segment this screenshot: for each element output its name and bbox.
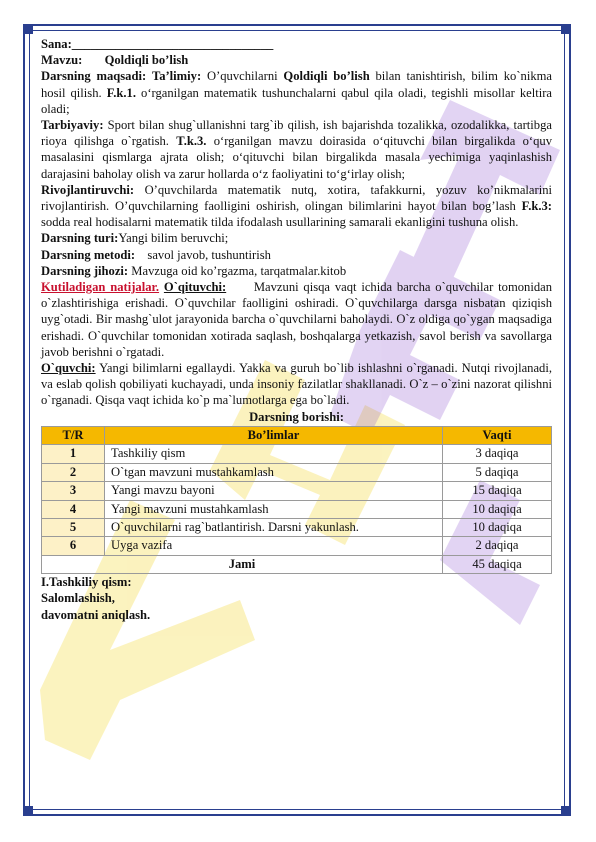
upbringing-text-1: Sport bilan shug`ullanishni targ`ib qilish, ish bajarishda tozalikka, ozodalikka, tartibga rioya qilishga o`rgatish.: [41, 118, 552, 149]
lesson-method-label: Darsning metodi:: [41, 247, 136, 262]
row-number: 4: [42, 500, 105, 518]
row-time: 2 daqiqa: [443, 537, 552, 555]
competence-tk3: T.k.3.: [176, 134, 207, 149]
row-section: Uyga vazifa: [105, 537, 443, 555]
lesson-equipment-label: Darsning jihozi:: [41, 263, 129, 278]
student-label: O`quvchi:: [41, 361, 96, 376]
educational-label: Ta’limiy:: [151, 69, 202, 84]
frame-corner: [561, 24, 571, 34]
table-row: [42, 518, 552, 536]
greeting-line: Salomlashish,: [41, 591, 115, 606]
teacher-results-text: Mavzuni qisqa vaqt ichida barcha o`quvchilar tomonidan o`zlashtirishiga erishadi. O`quvchilar faolligini oshiradi. O`quvchilarga darsga nisbatan qiziqish uyg`otadi. Bir mashg`ulot jarayonida barcha o`quvchilarni baholaydi. O`z oldiga qo`ygan maqsadiga erishadi. O`quvchilar tomonidan xotirada saqlash, boshqalarga yetkazish, savol berish va savollarga javob berishni o`rgatadi.: [41, 280, 553, 359]
lesson-equipment-line: [41, 263, 552, 279]
organizational-heading: I.Tashkiliy qism:: [41, 575, 132, 590]
row-section: Tashkiliy qism: [105, 445, 443, 463]
row-number: 3: [42, 482, 105, 500]
competence-fk1: F.k.1.: [106, 85, 136, 100]
row-section: Yangi mavzu bayoni: [105, 482, 443, 500]
table-row: [42, 537, 552, 555]
topic-line: [41, 52, 552, 68]
row-section: O`quvchilarni rag`batlantirish. Darsni yakunlash.: [105, 518, 443, 536]
frame-corner: [23, 24, 33, 34]
results-teacher: [41, 279, 552, 360]
upbringing-label: Tarbiyaviy:: [41, 118, 104, 133]
developmental-text-1: O’quvchilarda matematik nutq, xotira, tafakkurni, yozuv ko’nikmalarini rivojlantirish. O’quvchilarning faolligini oshirish, olingan bilimlarini hayot bilan bog’lash: [41, 182, 552, 214]
educational-text-3: o‘rganilgan matematik tushunchalarni qabul qila oladi, tegishli misollar keltira oladi;: [41, 85, 553, 116]
row-time: 15 daqiqa: [443, 482, 552, 500]
row-number: 6: [42, 537, 105, 555]
date-blank: ________________________________: [71, 37, 274, 51]
educational-text-2: bilan tanishtirish, bilim ko`nikma hosil qilish.: [41, 69, 553, 100]
row-section: O`tgan mavzuni mustahkamlash: [105, 463, 443, 481]
row-time: 10 daqiqa: [443, 500, 552, 518]
competence-fk3: F.k.3:: [521, 199, 552, 214]
lesson-plan-content: [41, 36, 552, 623]
upbringing-text-2: o‘rganilgan mavzu doirasida o‘qituvchi bilan birgalikda o‘quv masalasini qismlarga ajrata olish; o‘qituvchi bilan birgalikda masala yechimiga yaqinlashish darajasini baholay olish va zarur hollarda o‘z faoliyatini to‘g‘irlay olish;: [41, 134, 552, 181]
lesson-flow-title: Darsning borishi:: [249, 409, 344, 424]
total-label: Jami: [42, 555, 443, 573]
goal-developmental: [41, 182, 552, 231]
table-header-row: [42, 426, 552, 444]
table-row: [42, 445, 552, 463]
student-results-text: Yangi bilimlarni egallaydi. Yakka va guruh bo`lib ishlashni o`rganadi. Nutqi rivojlanadi, va eslab qolish qobiliyati kuchayadi, unda insoniy fazilatlar shakllanadi. O`z – o`zini nazorat qilishni o`rganadi. Qisqa vaqt ichida ko`p ma`lumotlarga ega bo`ladi.: [41, 361, 552, 408]
row-time: 5 daqiqa: [443, 463, 552, 481]
goal-label: Darsning maqsadi:: [41, 69, 147, 84]
table-row: [42, 482, 552, 500]
lesson-method-line: [41, 247, 552, 263]
row-number: 1: [42, 445, 105, 463]
developmental-label: Rivojlantiruvchi:: [41, 182, 135, 197]
goal-educational: [41, 68, 552, 117]
header-number: T/R: [42, 426, 105, 444]
table-row: [42, 500, 552, 518]
lesson-type-label: Darsning turi:: [41, 231, 119, 246]
organizational-section: [41, 574, 552, 623]
lesson-type-value: Yangi bilim beruvchi;: [118, 231, 229, 246]
results-heading: Kutiladigan natijalar.: [41, 280, 160, 295]
goal-upbringing: [41, 117, 552, 182]
lesson-flow-table: [41, 426, 552, 574]
lesson-equipment-value: Mavzuga oid ko’rgazma, tarqatmalar.kitob: [131, 263, 347, 278]
row-time: 3 daqiqa: [443, 445, 552, 463]
row-section: Yangi mavzuni mustahkamlash: [105, 500, 443, 518]
educational-text-1: O’quvchilarni: [206, 69, 278, 84]
topic-label: Mavzu:: [41, 53, 83, 68]
lesson-type-line: [41, 230, 552, 246]
header-sections: Bo’limlar: [105, 426, 443, 444]
lesson-method-value: savol javob, tushuntirish: [147, 247, 271, 262]
teacher-label: O`qituvchi:: [163, 280, 227, 295]
date-label: Sana:: [41, 37, 72, 51]
results-student: [41, 360, 552, 409]
row-number: 5: [42, 518, 105, 536]
educational-topic: Qoldiqli bo’lish: [283, 69, 370, 84]
table-row: [42, 463, 552, 481]
frame-corner: [561, 806, 571, 816]
table-total-row: [42, 555, 552, 573]
row-time: 10 daqiqa: [443, 518, 552, 536]
total-time: 45 daqiqa: [443, 555, 552, 573]
frame-corner: [23, 806, 33, 816]
topic-value: Qoldiqli bo’lish: [104, 53, 189, 68]
developmental-text-2: sodda real hodisalarni matematik tilda ifodalash usullarining samarali ekanligini tushuna olish.: [41, 215, 519, 230]
attendance-line: davomatni aniqlash.: [41, 607, 151, 622]
header-time: Vaqti: [443, 426, 552, 444]
date-line: [41, 36, 552, 52]
row-number: 2: [42, 463, 105, 481]
